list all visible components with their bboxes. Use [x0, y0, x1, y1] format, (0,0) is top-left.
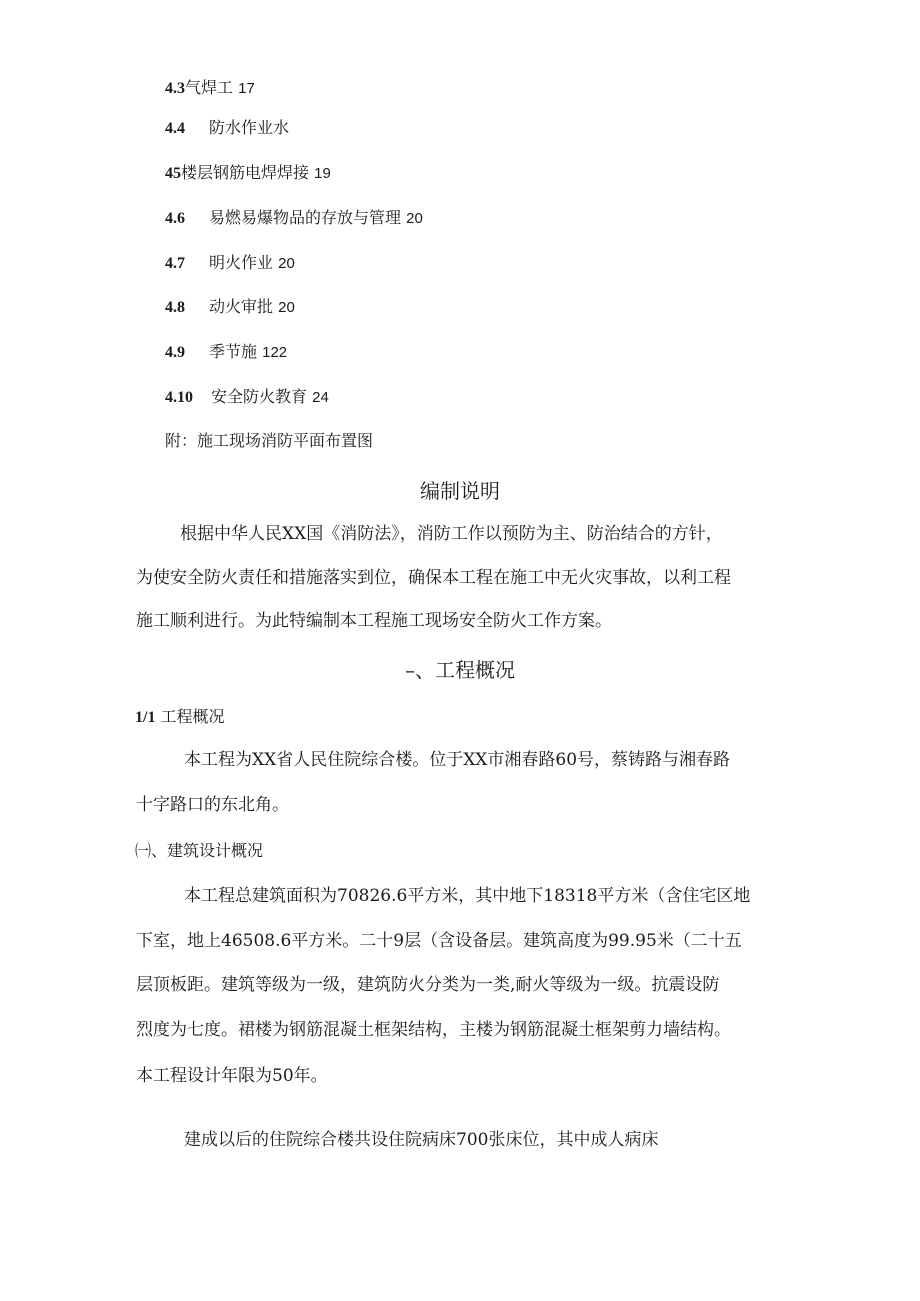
compile-note-line: 为使安全防火责任和措施落实到位，确保本工程在施工中无火灾事故，以利工程	[136, 568, 731, 588]
intro-line: 本工程为XX省人民住院综合楼。位于XX市湘春路60号，蔡铸路与湘春路	[184, 750, 731, 770]
design-line: 烈度为七度。裙楼为钢筋混凝土框架结构，主楼为钢筋混凝土框架剪力墙结构。	[136, 1020, 731, 1040]
intro-line: 十字路口的东北角。	[136, 795, 289, 815]
design-subsection-title: ㈠、建筑设计概况	[135, 841, 264, 860]
toc-item	[165, 118, 289, 139]
toc-page: 19	[314, 165, 331, 182]
toc-page: 20	[406, 210, 423, 227]
toc-page: 17	[238, 80, 255, 97]
toc-number: 4.7	[165, 255, 185, 272]
subsection-title	[135, 707, 225, 728]
subsection-number: 1/1	[135, 709, 156, 726]
toc-item	[165, 208, 423, 229]
toc-page: 122	[262, 344, 288, 361]
design-line: 本工程总建筑面积为70826.6平方米，其中地下18318平方米（含住宅区地	[184, 886, 751, 906]
subsection-label: 工程概况	[160, 707, 225, 726]
toc-number: 4.8	[165, 299, 185, 316]
toc-number: 4.9	[165, 344, 185, 361]
toc-title: 易燃易爆物品的存放与管理	[209, 208, 402, 227]
toc-title: 安全防火教育	[211, 387, 308, 406]
toc-page: 20	[278, 299, 295, 316]
toc-number: 4.10	[165, 389, 193, 406]
appendix-line: 附：施工现场消防平面布置图	[165, 431, 374, 450]
design-line: 本工程设计年限为50年。	[136, 1066, 328, 1086]
compile-note-line: 根据中华人民XX国《消防法》，消防工作以预防为主、防治结合的方针，	[180, 524, 723, 544]
toc-item	[165, 163, 331, 184]
toc-title: 楼层钢筋电焊焊接	[181, 163, 310, 182]
toc-item	[165, 342, 287, 363]
section-heading: –、工程概况	[405, 658, 515, 682]
toc-number: 45	[165, 165, 181, 182]
toc-item	[165, 387, 329, 408]
toc-title: 季节施	[209, 342, 258, 361]
toc-title: 明火作业	[209, 253, 274, 272]
toc-title: 动火审批	[209, 297, 274, 316]
toc-number: 4.4	[165, 120, 185, 137]
toc-title: 防水作业水	[209, 118, 290, 137]
design-line: 下室，地上46508.6平方米。二十9层（含设备层。建筑高度为99.95米（二十五	[136, 931, 742, 951]
design-line: 层顶板距。建筑等级为一级，建筑防火分类为一类,耐火等级为一级。抗震设防	[136, 975, 720, 995]
compile-note-heading: 编制说明	[420, 479, 500, 503]
toc-page: 20	[278, 255, 295, 272]
toc-item	[165, 78, 255, 99]
toc-number: 4.6	[165, 210, 185, 227]
beds-line: 建成以后的住院综合楼共设住院病床700张床位，其中成人病床	[184, 1130, 659, 1150]
compile-note-line: 施工顺利进行。为此特编制本工程施工现场安全防火工作方案。	[136, 611, 612, 631]
toc-item	[165, 297, 295, 318]
toc-title: 气焊工	[185, 78, 234, 97]
toc-number: 4.3	[165, 80, 185, 97]
toc-page: 24	[312, 389, 329, 406]
toc-item	[165, 253, 295, 274]
